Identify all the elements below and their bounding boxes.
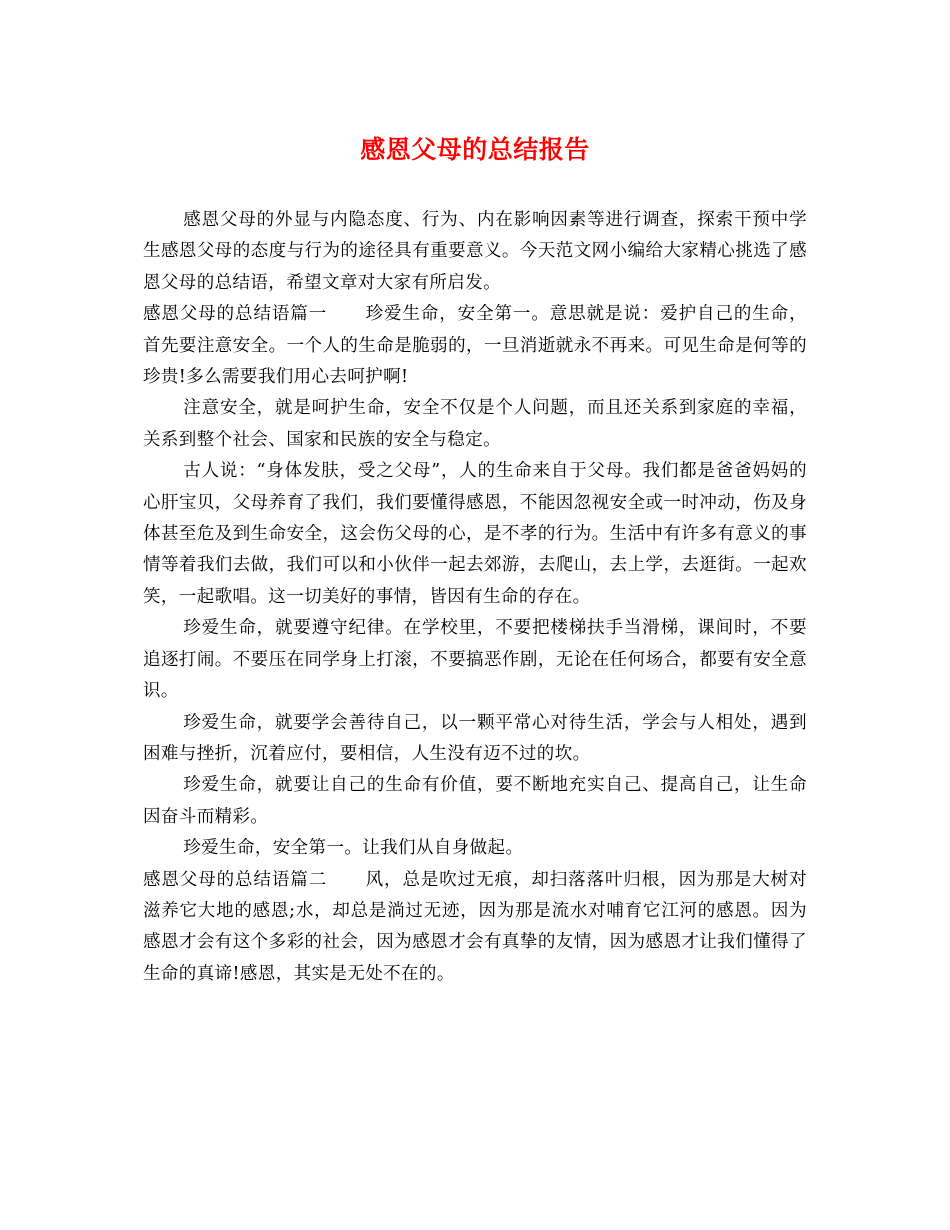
body-paragraph: 古人说：“身体发肤，受之父母”，人的生命来自于父母。我们都是爸爸妈妈的心肝宝贝，父母养育了我们，我们要懂得感恩，不能因忽视安全或一时冲动，伤及身体甚至危及到生命安全，这会伤父母的心，是不孝的行为。生活中有许多有意义的事情等着我们去做，我们可以和小伙伴一起去郊游，去爬山，去上学，去逛街。一起欢笑，一起歌唱。这一切美好的事情，皆因有生命的存在。 xyxy=(143,461,807,607)
intro-paragraph: 感恩父母的外显与内隐态度、行为、内在影响因素等进行调查，探索干预中学生感恩父母的态度与行为的途径具有重要意义。今天范文网小编给大家精心挑选了感恩父母的总结语，希望文章对大家有所启发。 xyxy=(143,210,807,293)
section2-heading: 感恩父母的总结语篇二 xyxy=(143,869,328,890)
body-paragraph: 珍爱生命，就要让自己的生命有价值，要不断地充实自己、提高自己，让生命因奋斗而精彩。 xyxy=(143,775,807,827)
body-paragraph: 珍爱生命，就要遵守纪律。在学校里，不要把楼梯扶手当滑梯，课间时，不要追逐打闹。不要压在同学身上打滚，不要搞恶作剧，无论在任何场合，都要有安全意识。 xyxy=(143,618,807,702)
document-title: 感恩父母的总结报告 xyxy=(360,135,590,164)
section1-first-paragraph: 珍爱生命，安全第一。意思就是说：爱护自己的生命，首先要注意安全。一个人的生命是脆弱的，一旦消逝就永不再来。可见生命是何等的珍贵!多么需要我们用心去呵护啊! xyxy=(143,304,807,388)
section1-heading: 感恩父母的总结语篇一 xyxy=(143,304,328,325)
body-paragraph: 珍爱生命，安全第一。让我们从自身做起。 xyxy=(183,838,524,859)
section2-opening-paragraph xyxy=(143,865,807,991)
body-paragraph: 注意安全，就是呵护生命，安全不仅是个人问题，而且还关系到家庭的幸福，关系到整个社会、国家和民族的安全与稳定。 xyxy=(143,398,807,450)
section2-first-paragraph: 风，总是吹过无痕，却扫落落叶归根，因为那是大树对滋养它大地的感恩;水，却总是淌过无迹，因为那是流水对哺育它江河的感恩。因为感恩才会有这个多彩的社会，因为感恩才会有真挚的友情，因为感恩才让我们懂得了生命的真谛!感恩，其实是无处不在的。 xyxy=(143,869,807,984)
body-paragraph: 珍爱生命，就要学会善待自己，以一颗平常心对待生活，学会与人相处，遇到困难与挫折，沉着应付，要相信，人生没有迈不过的坎。 xyxy=(143,712,807,764)
document-body xyxy=(143,205,807,990)
section1-opening-paragraph xyxy=(143,299,807,393)
